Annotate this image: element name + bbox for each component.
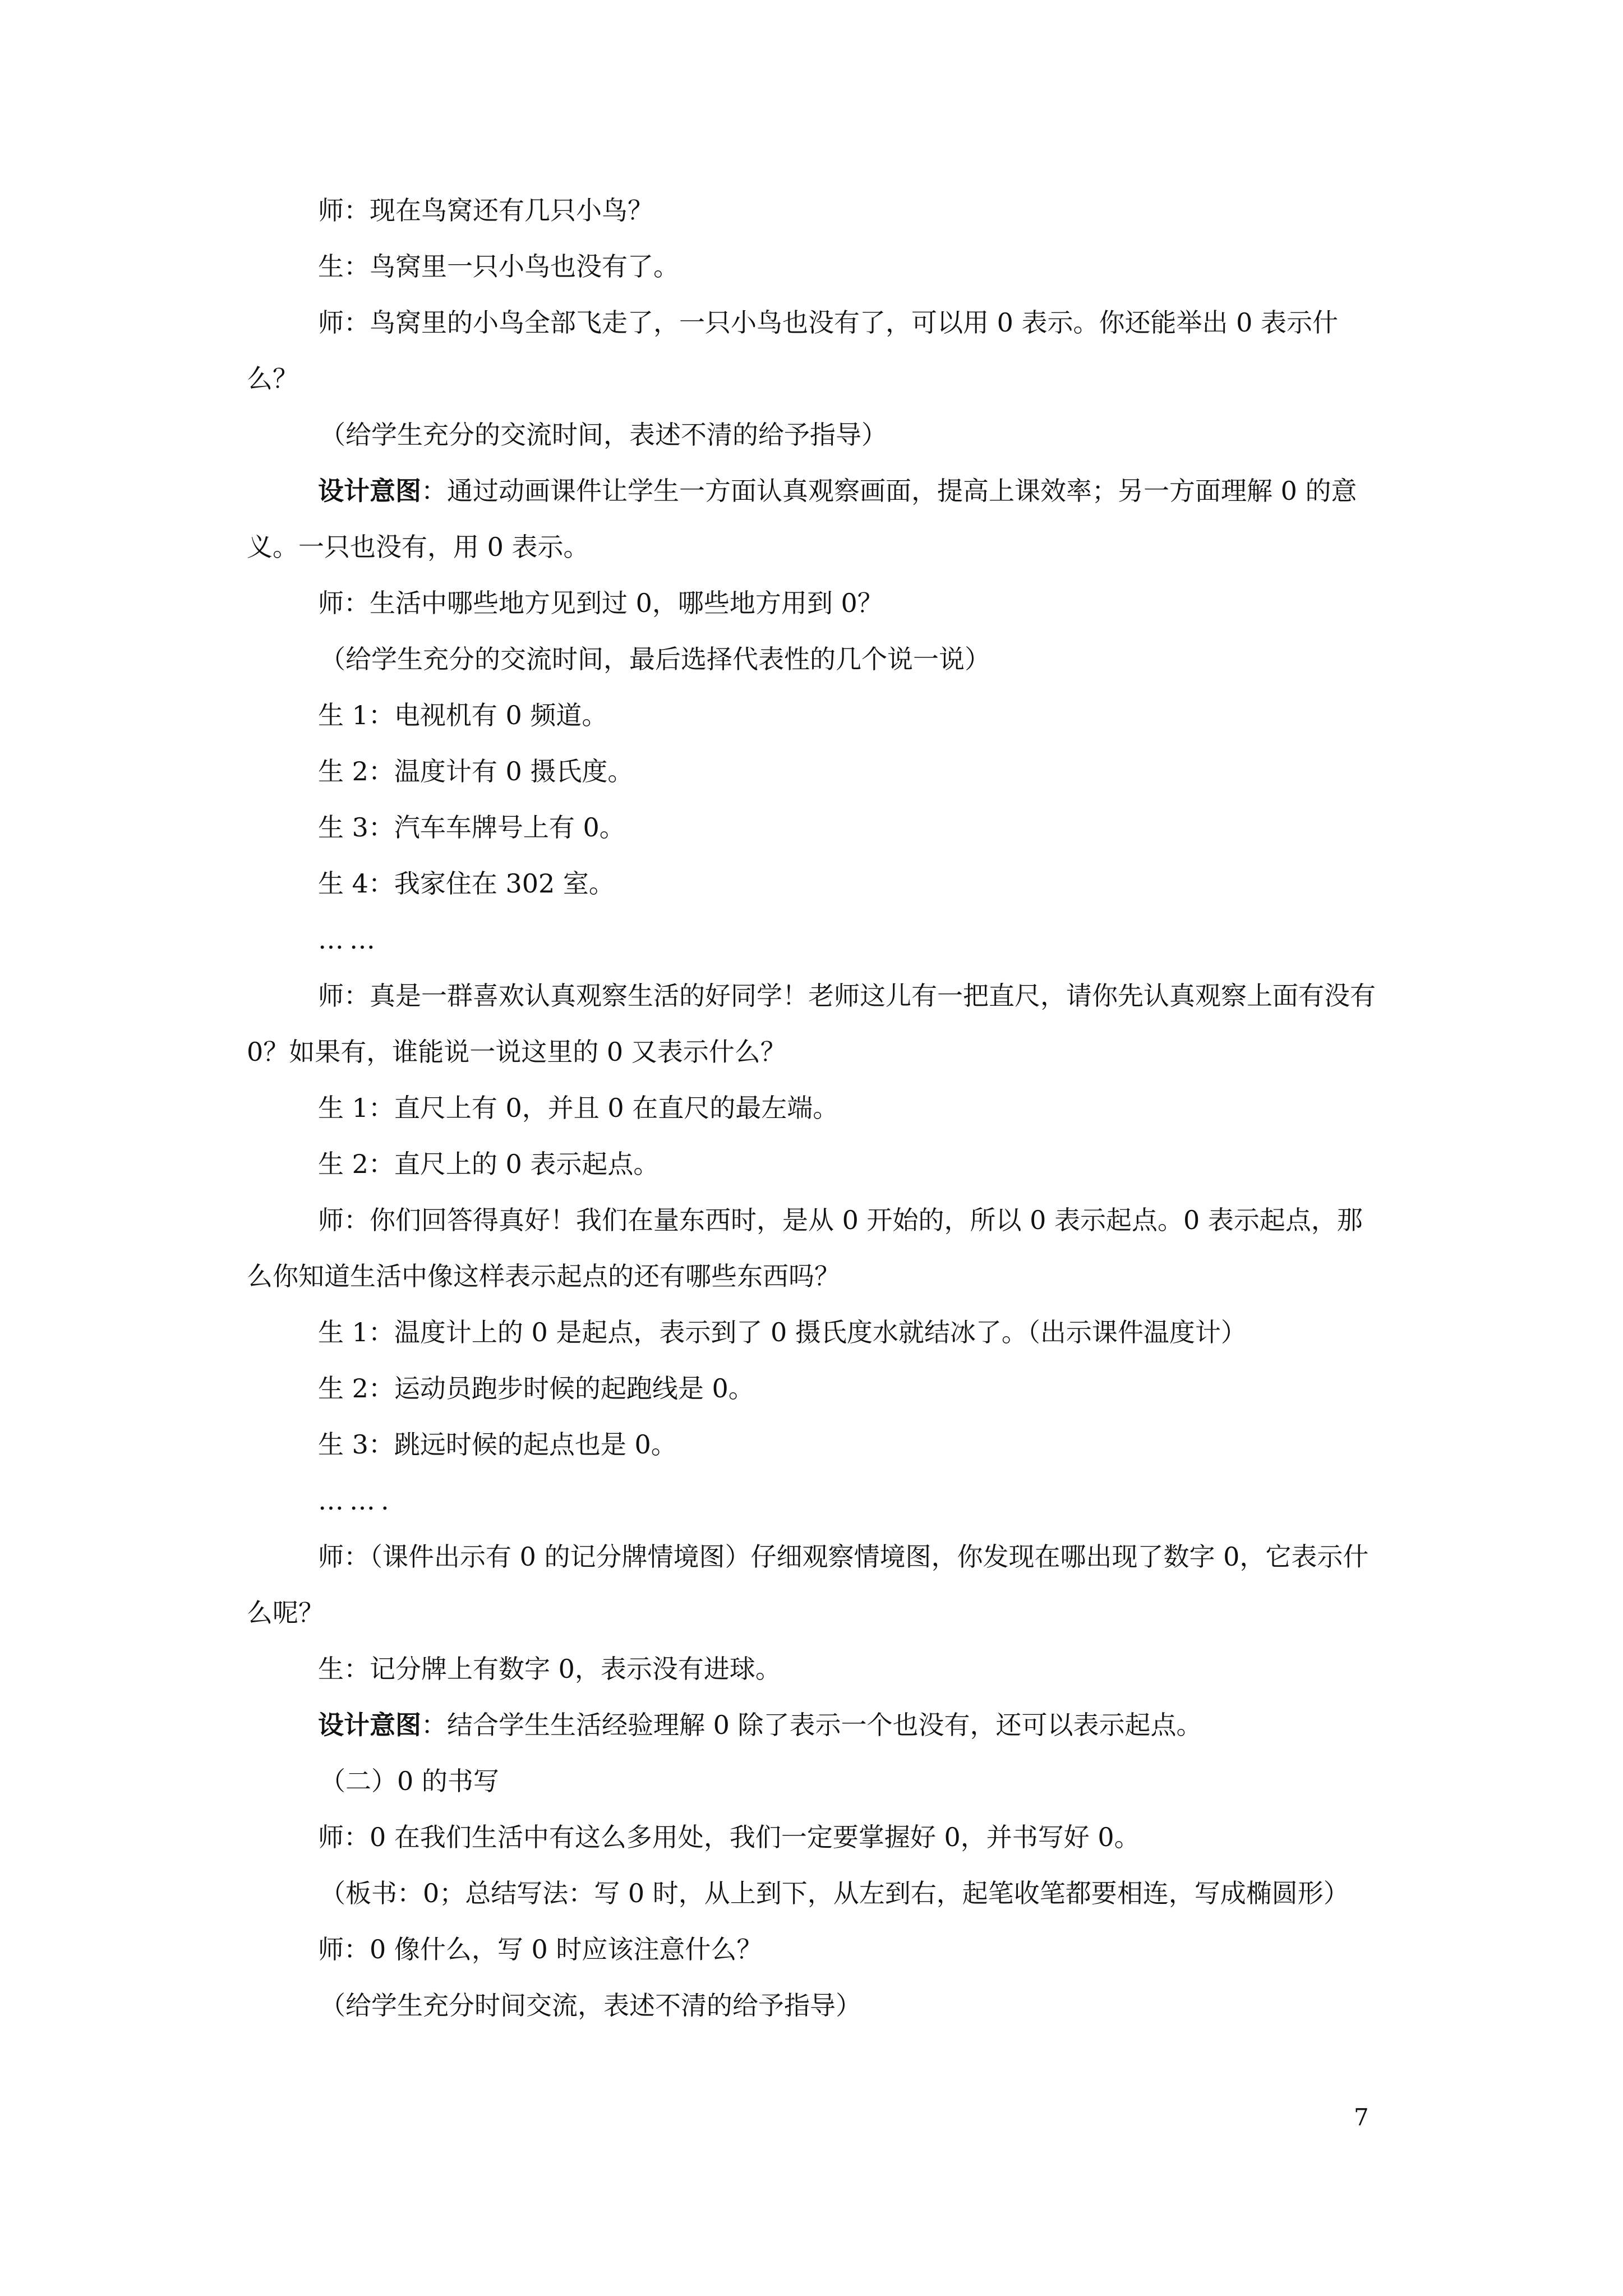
paragraph: 生 1：温度计上的 0 是起点，表示到了 0 摄氏度水就结冰了。（出示课件温度计） <box>318 1317 1247 1347</box>
paragraph: 师：鸟窝里的小鸟全部飞走了，一只小鸟也没有了，可以用 0 表示。你还能举出 0 表示什么？ <box>247 307 1339 394</box>
paragraph: 生 3：跳远时候的起点也是 0。 <box>318 1429 677 1460</box>
paragraph-note: （板书：0；总结写法：写 0 时，从上到下，从左到右，起笔收笔都要相连，写成椭圆形） <box>320 1878 1349 1908</box>
paragraph: 生 2：运动员跑步时候的起跑线是 0。 <box>318 1373 754 1404</box>
paragraph-note: （给学生充分的交流时间，最后选择代表性的几个说一说） <box>320 644 990 674</box>
section-heading: （二）0 的书写 <box>320 1766 499 1796</box>
paragraph: 生：记分牌上有数字 0，表示没有进球。 <box>318 1654 781 1684</box>
design-intent-label: 设计意图 <box>318 476 421 506</box>
paragraph: 师：真是一群喜欢认真观察生活的好同学！老师这儿有一把直尺，请你先认真观察上面有没有 0？如果有，谁能说一说这里的 0 又表示什么？ <box>247 981 1376 1067</box>
paragraph-note: （给学生充分时间交流，表述不清的给予指导） <box>320 1990 861 2021</box>
paragraph: 师：0 在我们生活中有这么多用处，我们一定要掌握好 0，并书写好 0。 <box>318 1822 1140 1852</box>
paragraph: 生 4：我家住在 302 室。 <box>318 868 615 899</box>
paragraph: 师：现在鸟窝还有几只小鸟？ <box>318 195 653 226</box>
paragraph-design-intent <box>247 1697 1385 1753</box>
paragraph: 生 1：直尺上有 0，并且 0 在直尺的最左端。 <box>318 1093 839 1123</box>
paragraph: 生 2：温度计有 0 摄氏度。 <box>318 756 634 786</box>
design-intent-text: ：结合学生生活经验理解 0 除了表示一个也没有，还可以表示起点。 <box>421 1710 1202 1740</box>
design-intent-text: ：通过动画课件让学生一方面认真观察画面，提高上课效率；另一方面理解 0 的意义。一只也没有，用 0 表示。 <box>247 476 1357 562</box>
paragraph: 师：你们回答得真好！我们在量东西时，是从 0 开始的，所以 0 表示起点。0 表示起点，那么你知道生活中像这样表示起点的还有哪些东西吗？ <box>247 1205 1363 1291</box>
paragraph: 师：0 像什么，写 0 时应该注意什么？ <box>318 1934 763 1964</box>
paragraph: 生 1：电视机有 0 频道。 <box>318 700 608 730</box>
paragraph-note: （给学生充分的交流时间，表述不清的给予指导） <box>320 420 887 450</box>
paragraph-design-intent <box>247 463 1385 575</box>
body-text <box>247 182 1385 2033</box>
page-number: 7 <box>1354 2104 1369 2131</box>
ellipsis: …… <box>318 924 381 955</box>
paragraph: 师：（课件出示有 0 的记分牌情境图）仔细观察情境图，你发现在哪出现了数字 0，它表示什么呢？ <box>247 1542 1369 1628</box>
paragraph: 师：生活中哪些地方见到过 0，哪些地方用到 0？ <box>318 588 883 618</box>
paragraph: 生 3：汽车车牌号上有 0。 <box>318 812 625 843</box>
ellipsis: ……. <box>318 1485 395 1516</box>
paragraph: 生 2：直尺上的 0 表示起点。 <box>318 1149 660 1179</box>
paragraph: 生：鸟窝里一只小鸟也没有了。 <box>318 251 679 282</box>
design-intent-label: 设计意图 <box>318 1710 421 1740</box>
